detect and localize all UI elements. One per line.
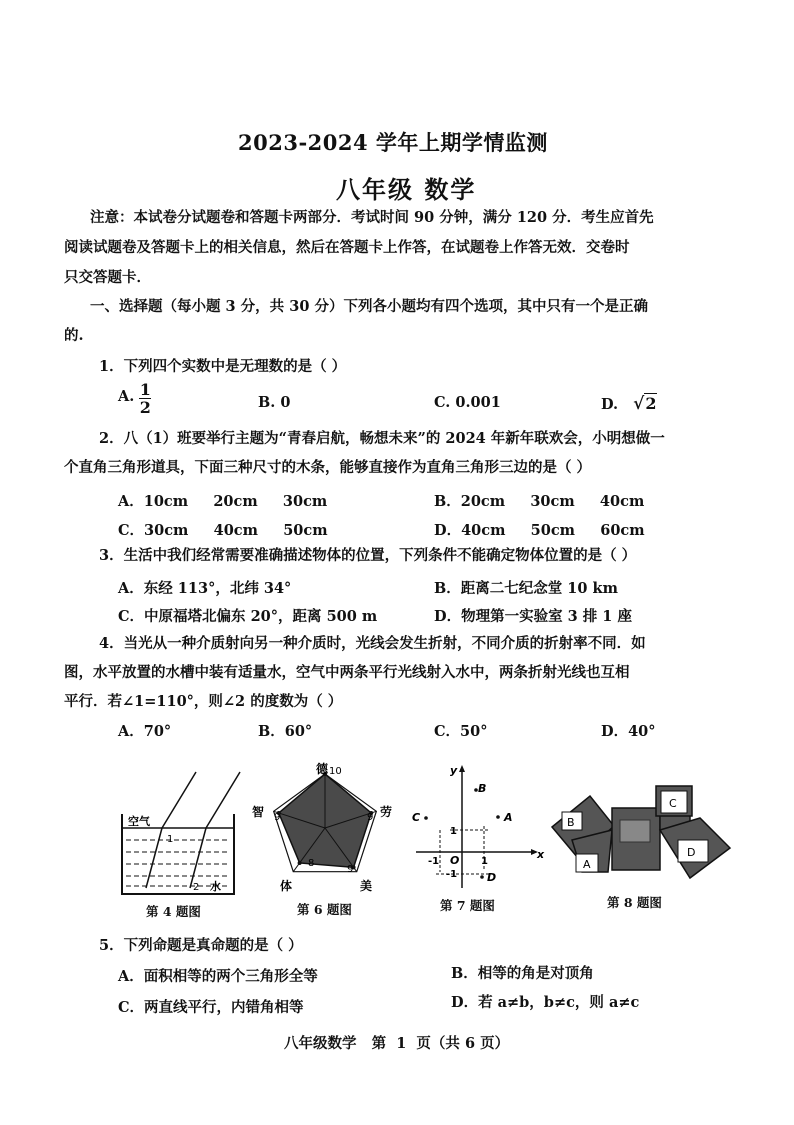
q2-stem-line-1: 2．八（1）班要举行主题为“青春启航，畅想未来”的 2024 年新年联欢会，小明想做一 — [99, 430, 665, 447]
q1-a-label: A. — [118, 387, 135, 405]
radar-value-label-mei: 9 — [347, 864, 354, 875]
q2-option-d: D．40cm 50cm 60cm — [434, 522, 645, 539]
figure-7-caption: 第 7 题图 — [440, 898, 495, 913]
q4-stem-line-1: 4．当光从一种介质射向另一种介质时，光线会发生折射，不同介质的折射率不同．如 — [99, 635, 646, 652]
q4-stem-line-3: 平行．若∠1=110°，则∠2 的度数为（ ） — [64, 693, 343, 710]
figure-6-caption: 第 6 题图 — [297, 902, 352, 917]
fig8-label-c: C — [669, 797, 677, 810]
refracted-ray-1 — [146, 828, 162, 888]
exam-subject: 八年级 数学 — [336, 175, 477, 204]
q3-option-d: D．物理第一实验室 3 排 1 座 — [434, 608, 632, 625]
q5-stem: 5．下列命题是真命题的是（ ） — [99, 937, 303, 954]
refracted-ray-2 — [190, 828, 206, 888]
fig4-angle-2: 2 — [193, 882, 200, 893]
fraction-numerator: 1 — [139, 380, 151, 399]
fig4-water-label: 水 — [210, 880, 221, 893]
incident-ray-1 — [162, 772, 196, 828]
sqrt-icon: √ — [633, 394, 645, 414]
figure-8-squares-diagram — [550, 782, 750, 892]
section-heading: 一、选择题（每小题 3 分，共 30 分）下列各小题均有四个选项，其中只有一个是正确 — [90, 298, 648, 315]
q2-option-a: A．10cm 20cm 30cm — [118, 493, 328, 510]
q1-d-label: D. — [601, 396, 619, 413]
origin-label: O — [450, 854, 460, 867]
radar-axis-label-de: 德 — [316, 762, 329, 776]
q1-option-c: C. 0.001 — [434, 394, 501, 411]
radar-value-label-zhi: 9 — [274, 812, 281, 823]
q4-option-d: D．40° — [601, 723, 656, 740]
q2-option-c: C．30cm 40cm 50cm — [118, 522, 328, 539]
figure-4-caption: 第 4 题图 — [146, 904, 201, 919]
fig4-air-label: 空气 — [128, 815, 150, 828]
radar-axis-label-lao: 劳 — [380, 805, 393, 819]
radar-value-label-ti: 8 — [308, 858, 315, 869]
sqrt-radicand: 2 — [645, 394, 657, 413]
fig8-label-a: A — [583, 858, 591, 871]
q4-stem-line-2: 图，水平放置的水槽中装有适量水，空气中两条平行光线射入水中，两条折射光线也互相 — [64, 664, 630, 681]
q5-option-d: D．若 a≠b，b≠c，则 a≠c — [451, 994, 640, 1011]
notice-text-1: 本试卷分试题卷和答题卡两部分．考试时间 90 分钟，满分 120 分．考生应首先 — [133, 209, 654, 226]
x-axis-label: x — [537, 848, 545, 861]
point-c-label: C — [412, 811, 421, 824]
notice-label: 注意： — [90, 209, 134, 226]
q1-option-b: B. 0 — [258, 394, 291, 411]
radar-axis-label-ti: 体 — [280, 879, 293, 893]
x-tick-1: 1 — [481, 856, 488, 867]
figure-6-radar-chart — [250, 758, 400, 898]
radar-axis-label-zhi: 智 — [252, 805, 265, 819]
y-tick-minus-1: -1 — [446, 869, 458, 880]
exam-title: 2023-2024 学年上期学情监测 — [238, 130, 548, 155]
fig8-label-b: B — [567, 816, 575, 829]
y-axis-arrow-icon — [459, 765, 465, 772]
y-tick-1: 1 — [450, 826, 457, 837]
q5-option-b: B．相等的角是对顶角 — [451, 965, 594, 982]
point-a-label: A — [504, 811, 513, 824]
page-footer: 八年级数学 第 1 页（共 6 页） — [284, 1035, 510, 1052]
q3-option-b: B．距离二七纪念堂 10 km — [434, 580, 618, 597]
figure-7-coordinate-plane — [410, 760, 545, 895]
q3-option-a: A．东经 113°，北纬 34° — [118, 580, 292, 597]
x-tick-minus-1: -1 — [428, 856, 440, 867]
q3-stem: 3．生活中我们经常需要准确描述物体的位置，下列条件不能确定物体位置的是（ ） — [99, 547, 637, 564]
fraction-denominator: 2 — [139, 398, 151, 417]
q5-option-c: C．两直线平行，内错角相等 — [118, 999, 304, 1016]
q4-option-a: A．70° — [118, 723, 172, 740]
radar-axis-label-mei: 美 — [360, 879, 373, 893]
radar-value-label-lao: 9 — [367, 812, 374, 823]
point-b-label: B — [478, 782, 487, 795]
q1-option-d — [601, 394, 657, 414]
fig8-label-d: D — [687, 846, 696, 859]
y-axis-label: y — [450, 764, 458, 777]
notice-line-3: 只交答题卡． — [64, 269, 151, 286]
fraction-one-half — [139, 381, 151, 416]
notice-line-1 — [90, 204, 654, 231]
q2-stem-line-2: 个直角三角形道具，下面三种尺寸的木条，能够直接作为直角三角形三边的是（ ） — [64, 459, 592, 476]
center-inner — [620, 820, 650, 842]
q4-option-c: C．50° — [434, 723, 488, 740]
point-a — [496, 815, 500, 819]
radar-value-point — [298, 861, 302, 865]
q1-option-a — [118, 381, 151, 416]
point-c — [424, 816, 428, 820]
section-heading-cont: 的. — [64, 327, 84, 344]
q1-stem: 1．下列四个实数中是无理数的是（ ） — [99, 358, 347, 375]
q3-option-c: C．中原福塔北偏东 20°，距离 500 m — [118, 608, 378, 625]
figure-8-caption: 第 8 题图 — [607, 895, 662, 910]
q5-option-a: A．面积相等的两个三角形全等 — [118, 968, 318, 985]
fig4-angle-1: 1 — [167, 834, 174, 845]
q4-option-b: B．60° — [258, 723, 313, 740]
point-d — [480, 875, 484, 879]
point-d-label: D — [487, 871, 497, 884]
notice-line-2: 阅读试题卷及答题卡上的相关信息，然后在答题卡上作答，在试题卷上作答无效．交卷时 — [64, 239, 630, 256]
q2-option-b: B．20cm 30cm 40cm — [434, 493, 645, 510]
radar-plot — [274, 772, 377, 872]
radar-max-label: 10 — [329, 766, 342, 777]
figure-4-water-tank — [118, 770, 258, 900]
